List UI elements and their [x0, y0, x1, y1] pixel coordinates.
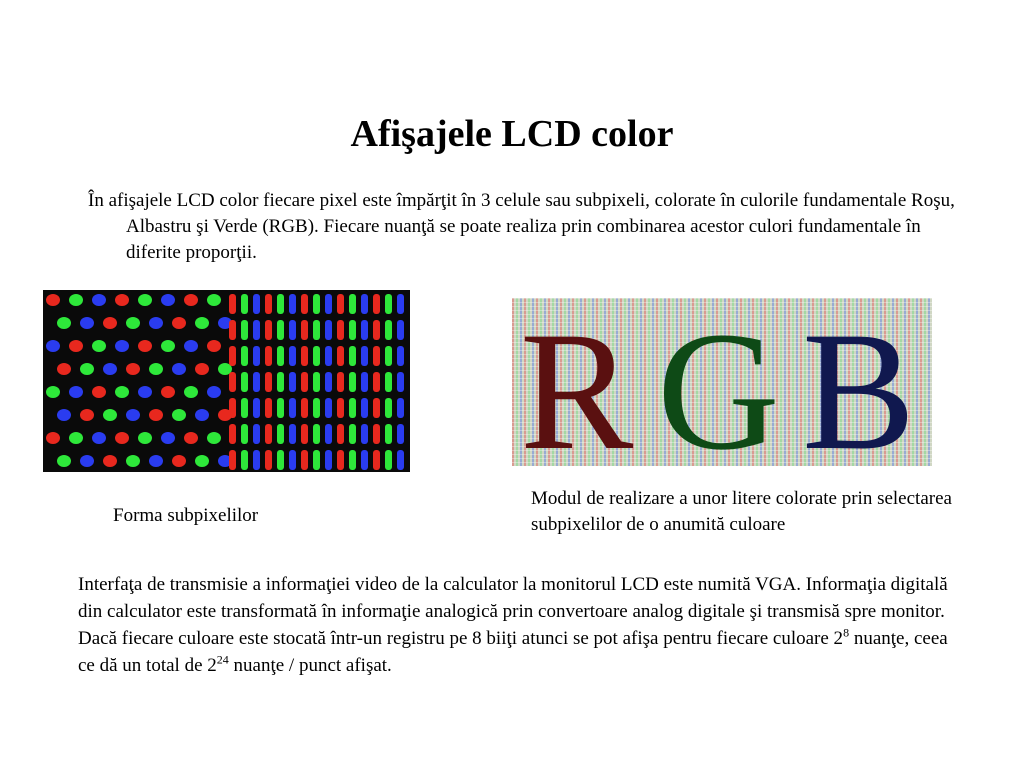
vga-paragraph: [78, 571, 948, 679]
subpixel-stripe: [241, 450, 248, 470]
vga-text-part1: Interfaţa de transmisie a informaţiei video de la calculator la monitorul LCD este numită VGA. Informaţia digitală din calculator este transformată în informaţie analogică prin convertoare analog digitale şi transmisă spre monitor. Dacă fiecare culoare este stocată într-un registru pe 8 biiţi atunci se pot afişa pentru fiecare culoare 2: [78, 574, 948, 649]
subpixel-stripe: [325, 450, 332, 470]
subpixel-stripe: [397, 320, 404, 340]
pixelated-letter: G: [657, 298, 780, 466]
subpixel-stripe: [373, 424, 380, 444]
subpixel-stripe: [361, 320, 368, 340]
subpixel-stripe: [301, 372, 308, 392]
vga-text-part2: nuanţe, ceea ce dă un total de 2: [78, 628, 948, 676]
subpixel-dot: [172, 363, 186, 375]
subpixel-dot: [126, 363, 140, 375]
subpixel-stripe: [289, 424, 296, 444]
subpixel-stripe: [349, 372, 356, 392]
subpixel-stripe: [229, 294, 236, 314]
subpixel-stripe: [313, 346, 320, 366]
subpixel-shapes-caption: Forma subpixelilor: [113, 505, 259, 526]
subpixel-stripe: [229, 450, 236, 470]
subpixel-dot: [69, 294, 83, 306]
subpixel-stripe: [337, 346, 344, 366]
subpixel-stripe: [289, 398, 296, 418]
subpixel-stripe: [241, 346, 248, 366]
subpixel-dot: [92, 386, 106, 398]
subpixel-stripe: [277, 398, 284, 418]
subpixel-dot: [80, 363, 94, 375]
vga-text-part3: nuanţe / punct afişat.: [228, 655, 392, 676]
subpixel-stripe: [337, 398, 344, 418]
subpixel-shapes-image: [43, 290, 410, 472]
slide-title: Afişajele LCD color: [350, 113, 674, 155]
exponent-8: 8: [843, 625, 850, 640]
subpixel-dot: [184, 340, 198, 352]
subpixel-stripe: [229, 424, 236, 444]
subpixel-stripe: [349, 320, 356, 340]
subpixel-stripe: [229, 320, 236, 340]
subpixel-dot: [57, 455, 71, 467]
subpixel-dot: [184, 432, 198, 444]
subpixel-stripe: [277, 372, 284, 392]
subpixel-stripe: [313, 398, 320, 418]
subpixel-stripe: [229, 398, 236, 418]
rgb-letters-image: [512, 298, 932, 466]
subpixel-dot: [138, 432, 152, 444]
subpixel-dot: [57, 363, 71, 375]
subpixel-stripe: [385, 294, 392, 314]
subpixel-stripe: [361, 424, 368, 444]
subpixel-dot: [103, 363, 117, 375]
subpixel-dot: [92, 294, 106, 306]
subpixel-stripe: [265, 294, 272, 314]
subpixel-stripe: [301, 450, 308, 470]
subpixel-stripe: [277, 346, 284, 366]
subpixel-dot: [46, 340, 60, 352]
subpixel-stripe: [349, 398, 356, 418]
subpixel-stripe: [337, 424, 344, 444]
subpixel-dot: [46, 386, 60, 398]
subpixel-stripe: [373, 372, 380, 392]
subpixel-stripe: [373, 294, 380, 314]
subpixel-stripe: [349, 450, 356, 470]
subpixel-dot: [149, 363, 163, 375]
subpixel-stripe: [373, 398, 380, 418]
subpixel-stripe: [361, 372, 368, 392]
subpixel-dot: [92, 432, 106, 444]
subpixel-stripe: [265, 372, 272, 392]
subpixel-stripe: [325, 294, 332, 314]
subpixel-dot: [80, 317, 94, 329]
subpixel-stripe: [325, 398, 332, 418]
subpixel-dot: [184, 294, 198, 306]
subpixel-stripe: [337, 450, 344, 470]
subpixel-stripe: [265, 320, 272, 340]
subpixel-stripe: [385, 320, 392, 340]
subpixel-stripe: [361, 450, 368, 470]
subpixel-dot: [126, 409, 140, 421]
subpixel-stripe: [349, 346, 356, 366]
subpixel-dot: [184, 386, 198, 398]
subpixel-stripe: [397, 294, 404, 314]
subpixel-dot: [149, 455, 163, 467]
subpixel-dot: [149, 317, 163, 329]
subpixel-dot: [161, 386, 175, 398]
subpixel-stripe: [277, 320, 284, 340]
subpixel-stripe: [361, 398, 368, 418]
subpixel-stripe: [349, 294, 356, 314]
subpixel-dot: [46, 294, 60, 306]
subpixel-stripe: [241, 424, 248, 444]
pixelated-letter: R: [520, 298, 634, 466]
subpixel-stripe: [373, 346, 380, 366]
subpixel-stripe: [325, 346, 332, 366]
subpixel-stripe: [301, 294, 308, 314]
subpixel-dot: [172, 317, 186, 329]
subpixel-stripe: [349, 424, 356, 444]
subpixel-dot: [195, 317, 209, 329]
subpixel-dot: [138, 386, 152, 398]
subpixel-dot: [46, 432, 60, 444]
subpixel-dot: [149, 409, 163, 421]
subpixel-dot: [115, 432, 129, 444]
subpixel-stripe: [373, 450, 380, 470]
subpixel-stripe: [289, 294, 296, 314]
subpixel-stripe: [253, 450, 260, 470]
subpixel-dot: [126, 317, 140, 329]
subpixel-dot: [57, 409, 71, 421]
subpixel-stripe: [229, 346, 236, 366]
subpixel-stripe: [361, 294, 368, 314]
subpixel-stripe: [385, 346, 392, 366]
subpixel-dot: [115, 340, 129, 352]
subpixel-stripe: [397, 424, 404, 444]
subpixel-stripe: [265, 398, 272, 418]
subpixel-stripe: [313, 424, 320, 444]
subpixel-dot: [80, 455, 94, 467]
subpixel-stripe: [253, 320, 260, 340]
subpixel-stripe: [265, 450, 272, 470]
subpixel-stripe: [253, 372, 260, 392]
subpixel-dot: [103, 317, 117, 329]
subpixel-dot: [57, 317, 71, 329]
subpixel-stripe: [385, 398, 392, 418]
subpixel-stripe: [253, 294, 260, 314]
subpixel-stripe: [397, 450, 404, 470]
subpixel-dot: [161, 294, 175, 306]
subpixel-stripe: [373, 320, 380, 340]
subpixel-dot: [92, 340, 106, 352]
subpixel-stripe: [337, 320, 344, 340]
subpixel-stripe: [397, 372, 404, 392]
subpixel-stripe: [325, 372, 332, 392]
subpixel-stripe: [325, 424, 332, 444]
subpixel-stripe: [253, 424, 260, 444]
subpixel-dot: [161, 432, 175, 444]
subpixel-stripe: [289, 372, 296, 392]
subpixel-stripe: [229, 372, 236, 392]
subpixel-stripe: [253, 398, 260, 418]
subpixel-stripe: [277, 424, 284, 444]
pixelated-letter: B: [802, 298, 916, 466]
subpixel-dot: [172, 455, 186, 467]
subpixel-stripe: [241, 320, 248, 340]
rgb-letters-caption: Modul de realizare a unor litere colorate prin selectarea subpixelilor de o anumită culoare: [531, 488, 952, 535]
subpixel-stripe: [277, 450, 284, 470]
subpixel-dot: [207, 294, 221, 306]
subpixel-stripe: [301, 424, 308, 444]
subpixel-stripe: [313, 320, 320, 340]
subpixel-stripe: [385, 450, 392, 470]
subpixel-dot: [195, 455, 209, 467]
subpixel-stripe: [313, 450, 320, 470]
subpixel-dot: [126, 455, 140, 467]
subpixel-dot: [138, 340, 152, 352]
subpixel-dot: [69, 340, 83, 352]
subpixel-stripe: [241, 372, 248, 392]
subpixel-stripe: [301, 320, 308, 340]
subpixel-stripe: [301, 398, 308, 418]
subpixel-dot: [138, 294, 152, 306]
subpixel-stripe: [301, 346, 308, 366]
subpixel-stripe: [313, 294, 320, 314]
exponent-24: 24: [216, 652, 229, 667]
subpixel-dot: [172, 409, 186, 421]
subpixel-stripe: [397, 398, 404, 418]
subpixel-stripe: [337, 294, 344, 314]
subpixel-dot: [207, 386, 221, 398]
subpixel-dot: [103, 409, 117, 421]
subpixel-dot: [80, 409, 94, 421]
subpixel-stripe: [325, 320, 332, 340]
subpixel-dot: [69, 432, 83, 444]
subpixel-stripe: [361, 346, 368, 366]
subpixel-dot: [207, 432, 221, 444]
subpixel-dot: [115, 386, 129, 398]
subpixel-stripe: [397, 346, 404, 366]
subpixel-dot: [103, 455, 117, 467]
subpixel-stripe: [265, 424, 272, 444]
subpixel-stripe: [277, 294, 284, 314]
subpixel-stripe: [253, 346, 260, 366]
subpixel-stripe: [337, 372, 344, 392]
subpixel-stripe: [385, 372, 392, 392]
subpixel-stripe: [313, 372, 320, 392]
subpixel-stripe: [289, 320, 296, 340]
subpixel-dot: [195, 409, 209, 421]
subpixel-stripe: [265, 346, 272, 366]
subpixel-stripe: [241, 398, 248, 418]
subpixel-stripe: [289, 450, 296, 470]
subpixel-stripe: [241, 294, 248, 314]
subpixel-dot: [115, 294, 129, 306]
subpixel-stripe: [385, 424, 392, 444]
intro-paragraph: În afişajele LCD color fiecare pixel este împărţit în 3 celule sau subpixeli, colorate în culorile fundamentale Roşu, Albastru şi Verde (RGB). Fiecare nuanţă se poate realiza prin combinarea acestor culori fundamentale în diferite proporţii.: [88, 190, 955, 263]
subpixel-dot: [69, 386, 83, 398]
subpixel-dot: [207, 340, 221, 352]
subpixel-dot: [195, 363, 209, 375]
subpixel-stripe: [289, 346, 296, 366]
subpixel-dot: [161, 340, 175, 352]
